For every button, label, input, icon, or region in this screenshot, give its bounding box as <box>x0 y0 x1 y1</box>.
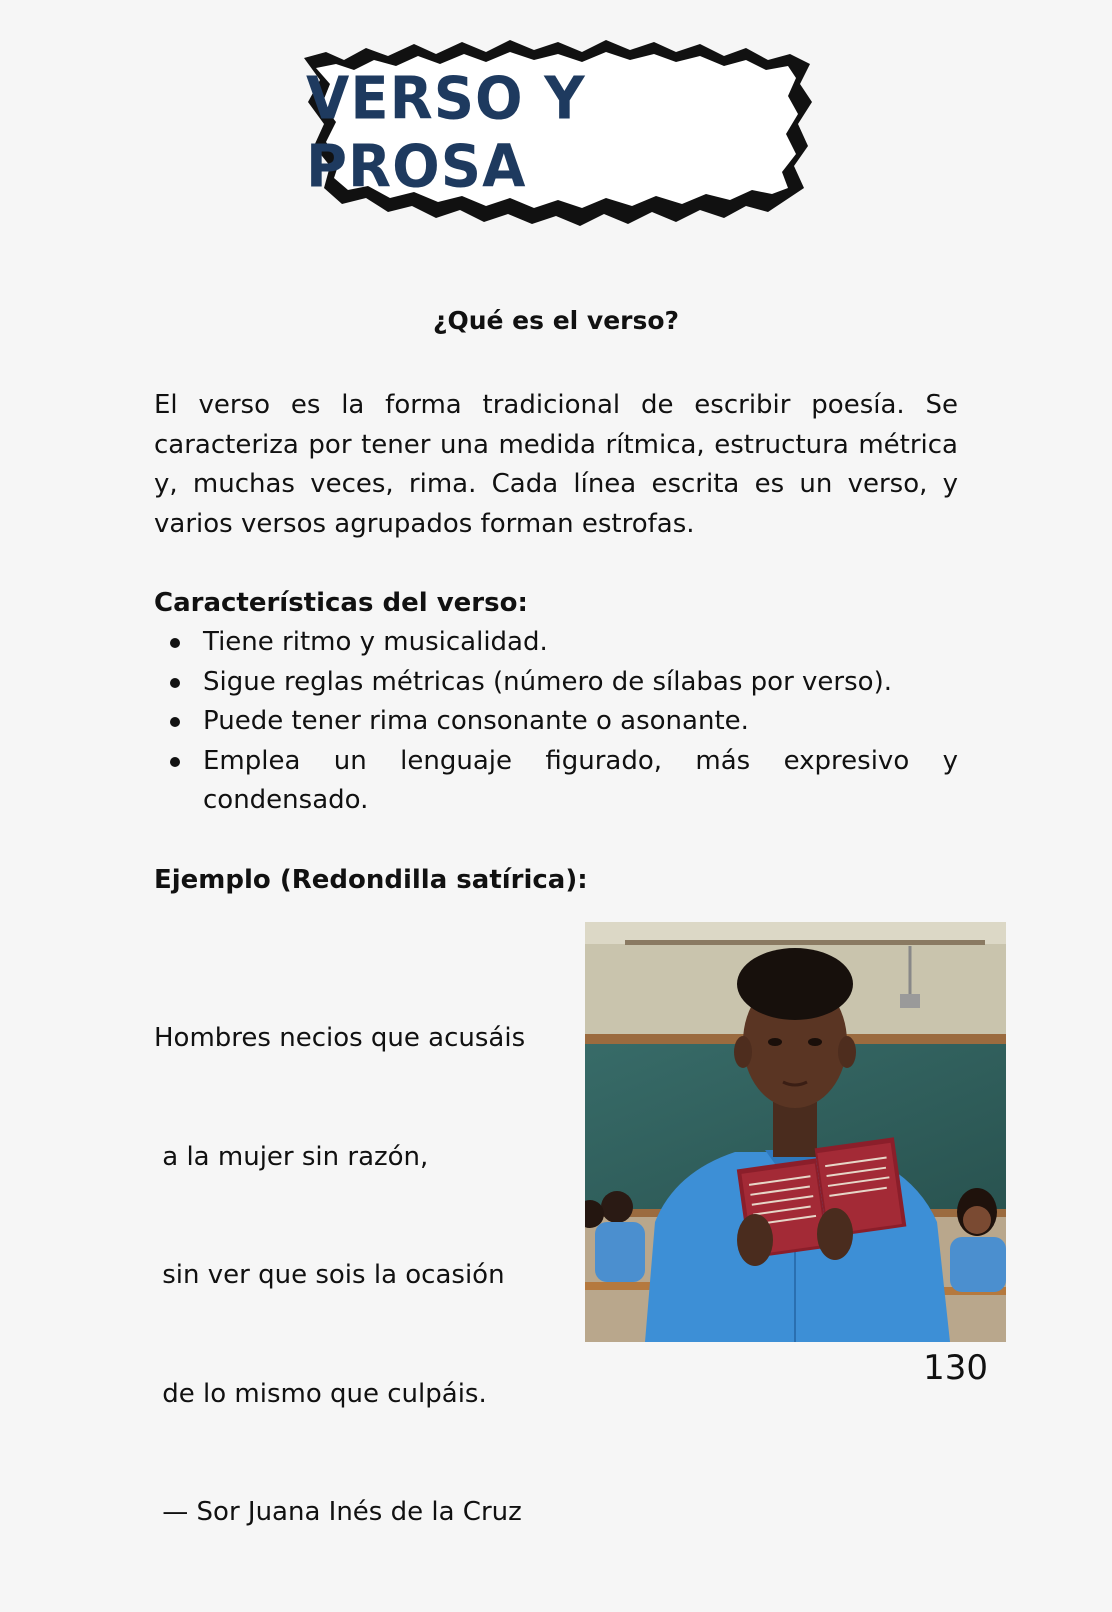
example-heading: Ejemplo (Redondilla satírica): <box>154 865 588 895</box>
poem-line: Hombres necios que acusáis <box>154 1023 526 1053</box>
title-badge <box>296 38 816 228</box>
classroom-illustration <box>585 922 1006 1342</box>
poem-line: sin ver que sois la ocasión <box>154 1260 505 1290</box>
list-item: Sigue reglas métricas (número de sílabas por verso). <box>154 663 958 703</box>
page-number: 130 <box>923 1348 988 1388</box>
intro-paragraph: El verso es la forma tradicional de escribir poesía. Se caracteriza por tener una medida rítmica, estructura métrica y, muchas veces, rima. Cada línea escrita es un verso, y varios versos agrupados forman estrofas. <box>154 390 958 539</box>
poem <box>154 940 525 1612</box>
list-item: Tiene ritmo y musicalidad. <box>154 623 958 663</box>
bullet-icon <box>170 678 180 688</box>
characteristics-list <box>154 623 958 821</box>
bullet-icon <box>170 638 180 648</box>
poem-attribution: — Sor Juana Inés de la Cruz <box>154 1497 522 1527</box>
characteristics-heading: Características del verso: <box>154 588 528 618</box>
student-reading-photo <box>585 922 1006 1342</box>
section-question: ¿Qué es el verso? <box>432 306 680 335</box>
list-item: Puede tener rima consonante o asonante. <box>154 702 958 742</box>
poem-line: a la mujer sin razón, <box>154 1141 429 1172</box>
poem-line: de lo mismo que culpáis. <box>154 1378 487 1409</box>
bullet-icon <box>170 717 180 727</box>
page-title: VERSO Y PROSA <box>306 64 586 202</box>
list-item: Emplea un lenguaje figurado, más expresivo y condensado. <box>154 742 958 821</box>
bullet-icon <box>170 757 180 767</box>
